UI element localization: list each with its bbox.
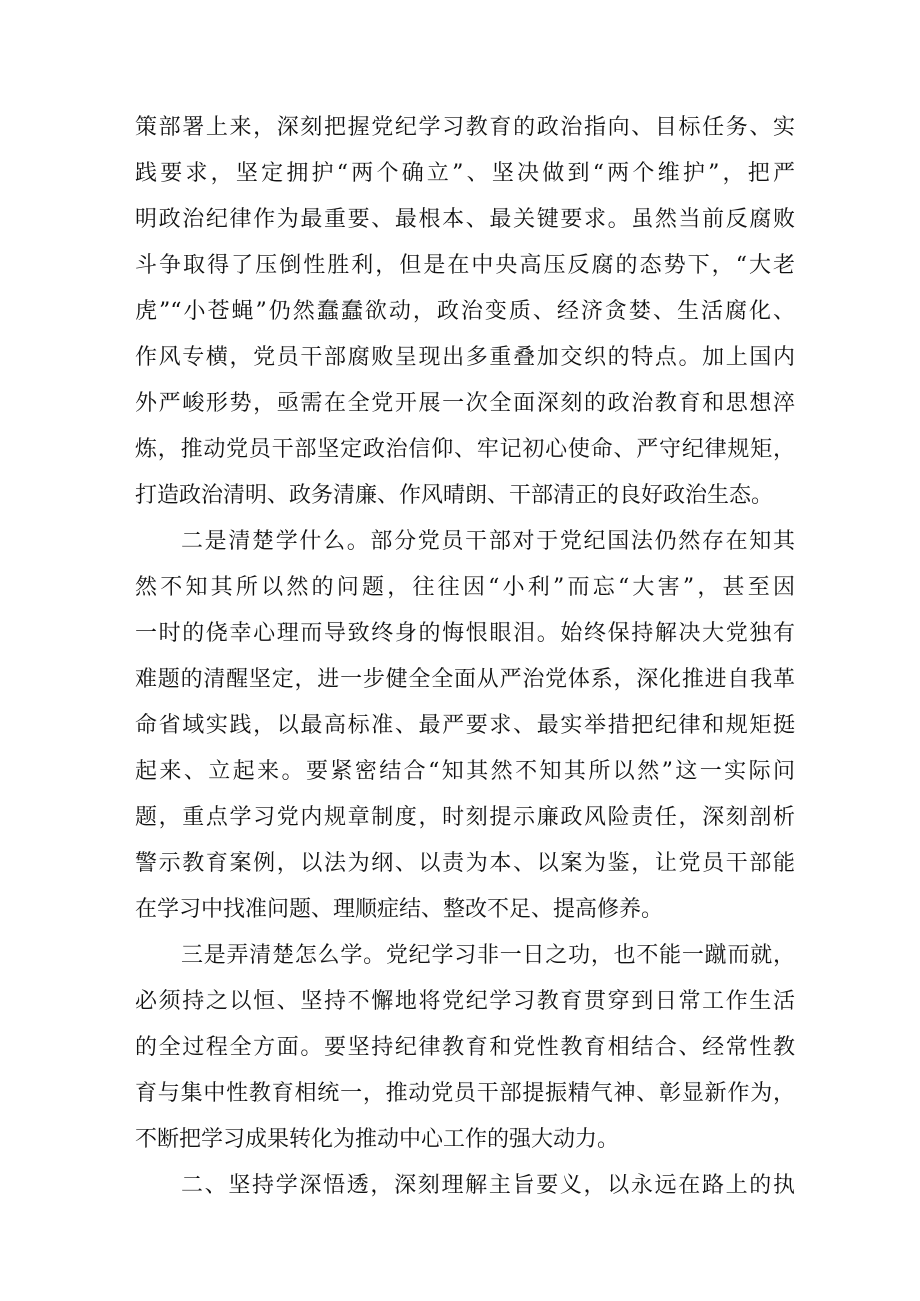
text-line: 践要求，坚定拥护“两个确立”、坚决做到“两个维护”，把严 — [135, 161, 795, 186]
text-line: 育与集中性教育相统一，推动党员干部提振精气神、彰显新作为， — [135, 1081, 795, 1106]
text-line: 不断把学习成果转化为推动中心工作的强大动力。 — [135, 1127, 620, 1152]
text-line: 二、坚持学深悟透，深刻理解主旨要义，以永远在路上的执 — [181, 1173, 795, 1198]
text-line: 然不知其所以然的问题，往往因“小利”而忘“大害”，甚至因 — [135, 575, 795, 600]
text-line: 虎”“小苍蝇”仍然蠢蠢欲动，政治变质、经济贪婪、生活腐化、 — [135, 299, 795, 324]
paragraph-1 — [135, 105, 795, 519]
text-line: 二是清楚学什么。部分党员干部对于党纪国法仍然存在知其 — [181, 529, 795, 554]
text-line: 策部署上来，深刻把握党纪学习教育的政治指向、目标任务、实 — [135, 115, 795, 140]
text-line: 题，重点学习党内规章制度，时刻提示廉政风险责任，深刻剖析 — [135, 805, 795, 830]
document-body — [135, 105, 795, 1209]
text-line: 炼，推动党员干部坚定政治信仰、牢记初心使命、严守纪律规矩， — [135, 437, 795, 462]
text-line: 作风专横，党员干部腐败呈现出多重叠加交织的特点。加上国内 — [135, 345, 795, 370]
text-line: 难题的清醒坚定，进一步健全全面从严治党体系，深化推进自我革 — [135, 667, 795, 692]
text-line: 必须持之以恒、坚持不懈地将党纪学习教育贯穿到日常工作生活 — [135, 989, 795, 1014]
paragraph-3 — [135, 933, 795, 1163]
paragraph-2 — [135, 519, 795, 933]
text-line: 一时的侥幸心理而导致终身的悔恨眼泪。始终保持解决大党独有 — [135, 621, 795, 646]
section-heading — [135, 1163, 795, 1209]
text-line: 命省域实践，以最高标准、最严要求、最实举措把纪律和规矩挺 — [135, 713, 795, 738]
text-line: 的全过程全方面。要坚持纪律教育和党性教育相结合、经常性教 — [135, 1035, 795, 1060]
text-line: 打造政治清明、政务清廉、作风晴朗、干部清正的良好政治生态。 — [135, 483, 774, 508]
text-line: 起来、立起来。要紧密结合“知其然不知其所以然”这一实际问 — [135, 759, 795, 784]
text-line: 外严峻形势，亟需在全党开展一次全面深刻的政治教育和思想淬 — [135, 391, 795, 416]
text-line: 警示教育案例，以法为纲、以责为本、以案为鉴，让党员干部能 — [135, 851, 795, 876]
text-line: 在学习中找准问题、理顺症结、整改不足、提高修养。 — [135, 897, 664, 922]
text-line: 三是弄清楚怎么学。党纪学习非一日之功，也不能一蹴而就， — [181, 943, 795, 968]
text-line: 明政治纪律作为最重要、最根本、最关键要求。虽然当前反腐败 — [135, 207, 795, 232]
text-line: 斗争取得了压倒性胜利，但是在中央高压反腐的态势下，“大老 — [135, 253, 795, 278]
